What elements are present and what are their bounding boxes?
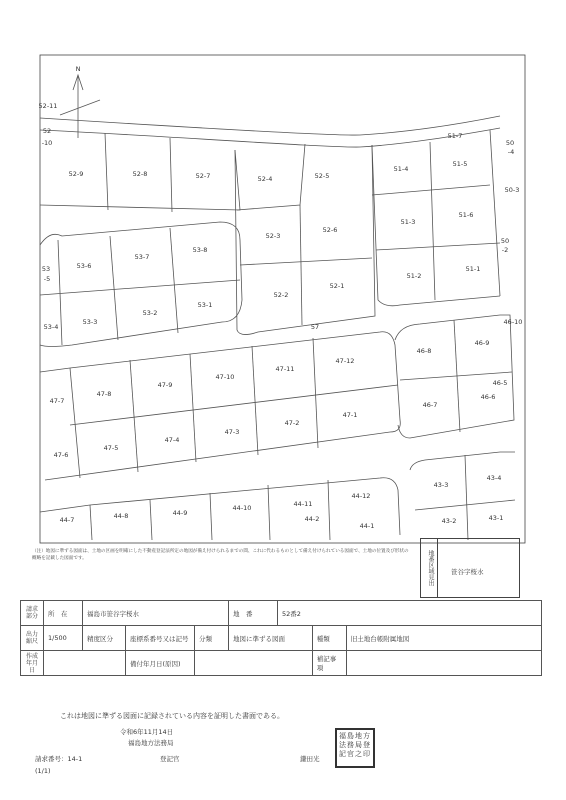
lot-label: 52-3 (265, 232, 281, 240)
lot-label: 44-1 (359, 522, 375, 530)
lot-label: 53-6 (76, 262, 92, 270)
location-value: 福島市笹谷字桜水 (83, 601, 229, 626)
lot-label: 53-2 (142, 309, 158, 317)
lot-label: 53-4 (43, 323, 59, 331)
map-note: （注）地図に準ずる図面は、土地の区画を明確にした不動産登記法所定の地図が備え付けられるまでの間、これに代わるものとして備え付けられている図面で、土地の位置及び形状の概略を記載した図面です。 (32, 549, 409, 561)
lot-label: 51-3 (400, 218, 416, 226)
lot-label: 44-2 (304, 515, 320, 523)
lot-label: 52-7 (195, 172, 211, 180)
lot-label: 44-12 (351, 492, 371, 500)
page-indicator: (1/1) (35, 767, 51, 775)
lot-labels (39, 102, 523, 530)
lot-label: 46-10 (503, 318, 523, 326)
category-value: 地図に準ずる図面 (229, 626, 313, 651)
lot-label: 44-7 (59, 516, 75, 524)
lot-label: 43-2 (441, 517, 457, 525)
type-label: 種類 (312, 626, 346, 651)
lot-label: 47-4 (164, 436, 180, 444)
lot-label: 46-8 (416, 347, 432, 355)
lot-label: 53-3 (82, 318, 98, 326)
lot-label: 51-4 (393, 165, 409, 173)
lot-label: 44-10 (232, 504, 252, 512)
lot-label: 53 (41, 265, 51, 273)
lot-area-index-value: 笹谷字桜水 (451, 568, 484, 576)
lot-label: 43-4 (486, 474, 502, 482)
lot-label: 50-3 (504, 186, 520, 194)
lot-label: 43-3 (433, 481, 449, 489)
lot-label: 47-1 (342, 411, 358, 419)
lot-number-label: 地 番 (229, 601, 278, 626)
lot-label: 52-9 (68, 170, 84, 178)
scale-value: 1/500 (44, 626, 83, 651)
lot-label: -10 (41, 139, 53, 147)
lot-label: 47-9 (157, 381, 173, 389)
lot-label: 53-7 (134, 253, 150, 261)
remarks-value (346, 651, 541, 676)
lot-label: -2 (501, 246, 509, 254)
lot-number-value: 52番2 (278, 601, 542, 626)
official-seal: 福島地方法務局登記官之印 (335, 728, 375, 768)
lot-area-index (420, 538, 520, 598)
lot-label: 51-7 (447, 132, 463, 140)
lot-label: 47-3 (224, 428, 240, 436)
lot-label: 51-1 (465, 265, 481, 273)
lot-label: 46-9 (474, 339, 490, 347)
created-date-label: 作成年月日 (21, 651, 44, 676)
lot-label: 52-8 (132, 170, 148, 178)
issue-date: 令和6年11月14日 (120, 728, 174, 736)
lot-label: 50 (505, 139, 515, 147)
lot-label: 47-7 (49, 397, 65, 405)
location-label: 所 在 (44, 601, 83, 626)
request-label: 請求部分 (21, 601, 44, 626)
prepared-date-label: 備付年月日(原因) (126, 651, 195, 676)
lot-label: 57 (310, 323, 320, 331)
lot-label: 44-8 (113, 512, 129, 520)
scale-label: 出力縮尺 (21, 626, 44, 651)
registrar-name: 鎌田光 (300, 755, 320, 763)
type-value: 旧土地台帳附属地図 (346, 626, 541, 651)
coordinate-system-label: 座標系番号又は記号 (126, 626, 195, 651)
issuing-office: 福島地方法務局 (128, 739, 174, 747)
lot-label: 47-2 (284, 419, 300, 427)
lot-label: 53-1 (197, 301, 213, 309)
lot-label: 52 (42, 127, 52, 135)
lot-label: 46-7 (422, 401, 438, 409)
certification-text: これは地図に準ずる図面に記録されている内容を証明した書面である。 (60, 712, 284, 720)
lot-label: 47-10 (215, 373, 235, 381)
lot-label: 51-2 (406, 272, 422, 280)
lot-label: 52-1 (329, 282, 345, 290)
lot-label: 47-12 (335, 357, 355, 365)
request-number: 請求番号：14-1 (35, 755, 83, 763)
registrar-label: 登記官 (160, 755, 180, 763)
remarks-label: 補記事項 (312, 651, 346, 676)
lot-label: 51-6 (458, 211, 474, 219)
created-date-value (44, 651, 126, 676)
lot-label: 52-2 (273, 291, 289, 299)
lot-label: 52-11 (38, 102, 58, 110)
north-label: N (75, 65, 81, 73)
lot-area-index-label: 地番区域見出 (421, 539, 438, 597)
prepared-date-value (195, 651, 313, 676)
lot-label: 44-11 (293, 500, 313, 508)
lot-label: 44-9 (172, 509, 188, 517)
lot-label: 47-6 (53, 451, 69, 459)
lot-label: 50 (500, 237, 510, 245)
category-label: 分類 (195, 626, 229, 651)
lot-label: 43-1 (488, 514, 504, 522)
lot-label: 47-8 (96, 390, 112, 398)
lot-label: 53-8 (192, 246, 208, 254)
lot-label: 47-11 (275, 365, 295, 373)
lot-label: 52-4 (257, 175, 273, 183)
certificate-form (20, 600, 542, 676)
lot-label: 46-6 (480, 393, 496, 401)
lot-label: -5 (43, 275, 51, 283)
lot-label: 52-6 (322, 226, 338, 234)
lot-label: 51-5 (452, 160, 468, 168)
accuracy-label: 精度区分 (83, 626, 126, 651)
lot-label: 47-5 (103, 444, 119, 452)
lot-label: 46-5 (492, 379, 508, 387)
lot-label: -4 (507, 148, 515, 156)
lot-label: 52-5 (314, 172, 330, 180)
